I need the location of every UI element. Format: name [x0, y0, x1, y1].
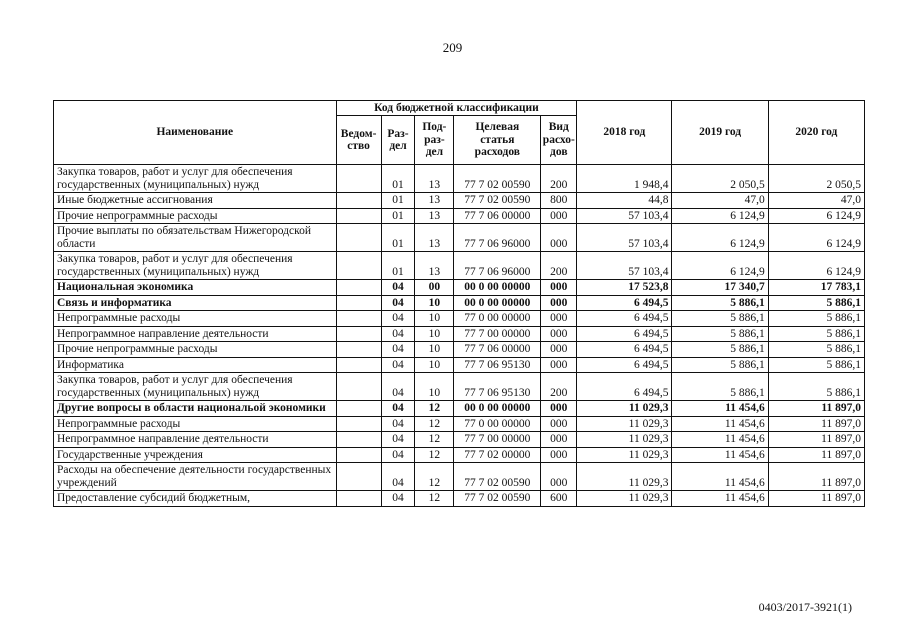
row-expense-type: 000 — [541, 311, 577, 327]
row-section: 04 — [381, 401, 415, 417]
row-department — [336, 193, 381, 209]
row-target-article: 77 7 06 00000 — [454, 208, 541, 224]
row-name: Связь и информатика — [54, 295, 337, 311]
header-name: Наименование — [54, 101, 337, 165]
row-section: 04 — [381, 491, 415, 507]
row-subsection: 10 — [415, 295, 454, 311]
row-name: Иные бюджетные ассигнования — [54, 193, 337, 209]
row-subsection: 10 — [415, 326, 454, 342]
row-section: 04 — [381, 373, 415, 401]
row-target-article: 77 7 06 95130 — [454, 357, 541, 373]
row-section: 04 — [381, 432, 415, 448]
row-subsection: 12 — [415, 401, 454, 417]
row-section: 04 — [381, 463, 415, 491]
row-value-2020: 2 050,5 — [768, 165, 864, 193]
row-subsection: 10 — [415, 373, 454, 401]
table-row — [54, 401, 865, 417]
row-name: Прочие непрограммные расходы — [54, 208, 337, 224]
table-row — [54, 311, 865, 327]
row-department — [336, 280, 381, 296]
table-row — [54, 373, 865, 401]
row-value-2019: 5 886,1 — [672, 357, 768, 373]
row-department — [336, 311, 381, 327]
row-target-article: 00 0 00 00000 — [454, 401, 541, 417]
row-name: Непрограммные расходы — [54, 416, 337, 432]
row-department — [336, 208, 381, 224]
row-department — [336, 252, 381, 280]
row-expense-type: 000 — [541, 463, 577, 491]
row-section: 04 — [381, 311, 415, 327]
header-subsection: Под- раз- дел — [415, 116, 454, 165]
row-subsection: 12 — [415, 463, 454, 491]
row-expense-type: 000 — [541, 432, 577, 448]
row-value-2019: 6 124,9 — [672, 208, 768, 224]
row-section: 04 — [381, 447, 415, 463]
row-name: Непрограммные расходы — [54, 311, 337, 327]
row-section: 04 — [381, 280, 415, 296]
row-section: 01 — [381, 165, 415, 193]
row-value-2019: 11 454,6 — [672, 447, 768, 463]
row-subsection: 00 — [415, 280, 454, 296]
row-target-article: 77 0 00 00000 — [454, 416, 541, 432]
row-subsection: 12 — [415, 491, 454, 507]
row-section: 04 — [381, 342, 415, 358]
table-row — [54, 193, 865, 209]
row-value-2019: 5 886,1 — [672, 326, 768, 342]
row-expense-type: 200 — [541, 373, 577, 401]
row-value-2018: 6 494,5 — [577, 326, 672, 342]
header-2018: 2018 год — [577, 101, 672, 165]
table-row — [54, 224, 865, 252]
row-target-article: 77 7 00 00000 — [454, 326, 541, 342]
row-target-article: 77 7 02 00000 — [454, 447, 541, 463]
row-expense-type: 000 — [541, 416, 577, 432]
row-name: Прочие непрограммные расходы — [54, 342, 337, 358]
row-value-2018: 6 494,5 — [577, 311, 672, 327]
row-value-2019: 47,0 — [672, 193, 768, 209]
row-value-2020: 5 886,1 — [768, 373, 864, 401]
table-row — [54, 357, 865, 373]
row-name: Расходы на обеспечение деятельности государственных учреждений — [54, 463, 337, 491]
row-expense-type: 000 — [541, 224, 577, 252]
row-value-2020: 47,0 — [768, 193, 864, 209]
table-row — [54, 326, 865, 342]
table-row — [54, 208, 865, 224]
row-department — [336, 165, 381, 193]
table-row — [54, 295, 865, 311]
row-expense-type: 000 — [541, 326, 577, 342]
row-value-2018: 6 494,5 — [577, 342, 672, 358]
row-expense-type: 800 — [541, 193, 577, 209]
row-value-2020: 17 783,1 — [768, 280, 864, 296]
row-value-2020: 11 897,0 — [768, 447, 864, 463]
row-value-2018: 57 103,4 — [577, 224, 672, 252]
row-section: 01 — [381, 193, 415, 209]
row-value-2018: 57 103,4 — [577, 208, 672, 224]
table-row — [54, 463, 865, 491]
row-name: Государственные учреждения — [54, 447, 337, 463]
row-subsection: 12 — [415, 416, 454, 432]
row-department — [336, 326, 381, 342]
row-name: Непрограммное направление деятельности — [54, 432, 337, 448]
row-value-2018: 11 029,3 — [577, 401, 672, 417]
row-target-article: 77 7 06 00000 — [454, 342, 541, 358]
row-department — [336, 447, 381, 463]
row-name: Закупка товаров, работ и услуг для обеспечения государственных (муниципальных) нужд — [54, 373, 337, 401]
header-expense-type: Вид расхо- дов — [541, 116, 577, 165]
row-value-2018: 11 029,3 — [577, 416, 672, 432]
row-name: Закупка товаров, работ и услуг для обеспечения государственных (муниципальных) нужд — [54, 165, 337, 193]
row-value-2020: 5 886,1 — [768, 295, 864, 311]
table-row — [54, 342, 865, 358]
row-department — [336, 224, 381, 252]
header-2019: 2019 год — [672, 101, 768, 165]
row-department — [336, 463, 381, 491]
row-target-article: 77 7 06 95130 — [454, 373, 541, 401]
table-row — [54, 280, 865, 296]
row-name: Другие вопросы в области национальой экономики — [54, 401, 337, 417]
row-section: 01 — [381, 208, 415, 224]
header-2020: 2020 год — [768, 101, 864, 165]
row-value-2020: 5 886,1 — [768, 357, 864, 373]
row-value-2019: 11 454,6 — [672, 463, 768, 491]
table-row — [54, 252, 865, 280]
row-expense-type: 000 — [541, 357, 577, 373]
row-name: Предоставление субсидий бюджетным, — [54, 491, 337, 507]
row-value-2019: 17 340,7 — [672, 280, 768, 296]
row-department — [336, 342, 381, 358]
row-name: Прочие выплаты по обязательствам Нижегородской области — [54, 224, 337, 252]
table-row — [54, 491, 865, 507]
row-name: Информатика — [54, 357, 337, 373]
row-subsection: 13 — [415, 165, 454, 193]
row-value-2020: 5 886,1 — [768, 342, 864, 358]
row-target-article: 77 7 06 96000 — [454, 224, 541, 252]
row-section: 04 — [381, 295, 415, 311]
row-value-2020: 5 886,1 — [768, 326, 864, 342]
row-value-2019: 2 050,5 — [672, 165, 768, 193]
row-subsection: 13 — [415, 252, 454, 280]
row-target-article: 00 0 00 00000 — [454, 280, 541, 296]
row-value-2019: 5 886,1 — [672, 342, 768, 358]
row-section: 04 — [381, 357, 415, 373]
table-row — [54, 416, 865, 432]
header-department: Ведом- ство — [336, 116, 381, 165]
header-code-group: Код бюджетной классификации — [336, 101, 577, 116]
row-target-article: 77 7 02 00590 — [454, 463, 541, 491]
row-subsection: 10 — [415, 311, 454, 327]
page-number: 209 — [442, 40, 463, 55]
row-value-2019: 11 454,6 — [672, 432, 768, 448]
row-value-2020: 11 897,0 — [768, 491, 864, 507]
table-row — [54, 165, 865, 193]
row-value-2018: 17 523,8 — [577, 280, 672, 296]
row-value-2018: 57 103,4 — [577, 252, 672, 280]
row-value-2018: 1 948,4 — [577, 165, 672, 193]
row-expense-type: 000 — [541, 295, 577, 311]
row-expense-type: 200 — [541, 252, 577, 280]
row-value-2018: 6 494,5 — [577, 357, 672, 373]
row-expense-type: 600 — [541, 491, 577, 507]
row-name: Непрограммное направление деятельности — [54, 326, 337, 342]
row-target-article: 77 7 00 00000 — [454, 432, 541, 448]
row-value-2019: 5 886,1 — [672, 295, 768, 311]
row-value-2018: 11 029,3 — [577, 432, 672, 448]
row-value-2020: 11 897,0 — [768, 401, 864, 417]
row-target-article: 77 7 02 00590 — [454, 193, 541, 209]
row-value-2020: 11 897,0 — [768, 432, 864, 448]
row-value-2020: 11 897,0 — [768, 416, 864, 432]
row-section: 01 — [381, 252, 415, 280]
row-value-2018: 6 494,5 — [577, 295, 672, 311]
row-expense-type: 000 — [541, 208, 577, 224]
row-target-article: 77 7 06 96000 — [454, 252, 541, 280]
row-section: 04 — [381, 326, 415, 342]
row-expense-type: 000 — [541, 401, 577, 417]
row-value-2019: 11 454,6 — [672, 401, 768, 417]
table-header — [54, 101, 865, 165]
row-section: 04 — [381, 416, 415, 432]
row-department — [336, 357, 381, 373]
row-value-2020: 5 886,1 — [768, 311, 864, 327]
row-expense-type: 000 — [541, 280, 577, 296]
row-target-article: 77 7 02 00590 — [454, 491, 541, 507]
row-subsection: 10 — [415, 342, 454, 358]
row-target-article: 77 7 02 00590 — [454, 165, 541, 193]
row-value-2019: 6 124,9 — [672, 224, 768, 252]
row-subsection: 13 — [415, 224, 454, 252]
row-target-article: 00 0 00 00000 — [454, 295, 541, 311]
row-subsection: 13 — [415, 208, 454, 224]
row-name: Закупка товаров, работ и услуг для обеспечения государственных (муниципальных) нужд — [54, 252, 337, 280]
table-row — [54, 432, 865, 448]
header-section: Раз- дел — [381, 116, 415, 165]
row-value-2019: 11 454,6 — [672, 491, 768, 507]
row-value-2020: 6 124,9 — [768, 252, 864, 280]
row-value-2020: 6 124,9 — [768, 208, 864, 224]
row-subsection: 10 — [415, 357, 454, 373]
row-value-2018: 6 494,5 — [577, 373, 672, 401]
row-department — [336, 401, 381, 417]
row-department — [336, 491, 381, 507]
row-value-2018: 11 029,3 — [577, 463, 672, 491]
row-value-2019: 5 886,1 — [672, 373, 768, 401]
row-expense-type: 000 — [541, 342, 577, 358]
row-value-2020: 11 897,0 — [768, 463, 864, 491]
row-department — [336, 416, 381, 432]
row-section: 01 — [381, 224, 415, 252]
row-expense-type: 200 — [541, 165, 577, 193]
row-department — [336, 373, 381, 401]
row-value-2019: 5 886,1 — [672, 311, 768, 327]
row-value-2019: 11 454,6 — [672, 416, 768, 432]
row-value-2018: 11 029,3 — [577, 447, 672, 463]
row-target-article: 77 0 00 00000 — [454, 311, 541, 327]
row-name: Национальная экономика — [54, 280, 337, 296]
row-value-2018: 11 029,3 — [577, 491, 672, 507]
row-value-2019: 6 124,9 — [672, 252, 768, 280]
document-code: 0403/2017-3921(1) — [758, 600, 852, 614]
row-subsection: 12 — [415, 447, 454, 463]
table-body — [54, 165, 865, 507]
row-department — [336, 432, 381, 448]
header-target-article: Целевая статья расходов — [454, 116, 541, 165]
row-subsection: 13 — [415, 193, 454, 209]
row-value-2020: 6 124,9 — [768, 224, 864, 252]
row-department — [336, 295, 381, 311]
row-subsection: 12 — [415, 432, 454, 448]
budget-table — [53, 100, 865, 507]
row-expense-type: 000 — [541, 447, 577, 463]
row-value-2018: 44,8 — [577, 193, 672, 209]
table-row — [54, 447, 865, 463]
